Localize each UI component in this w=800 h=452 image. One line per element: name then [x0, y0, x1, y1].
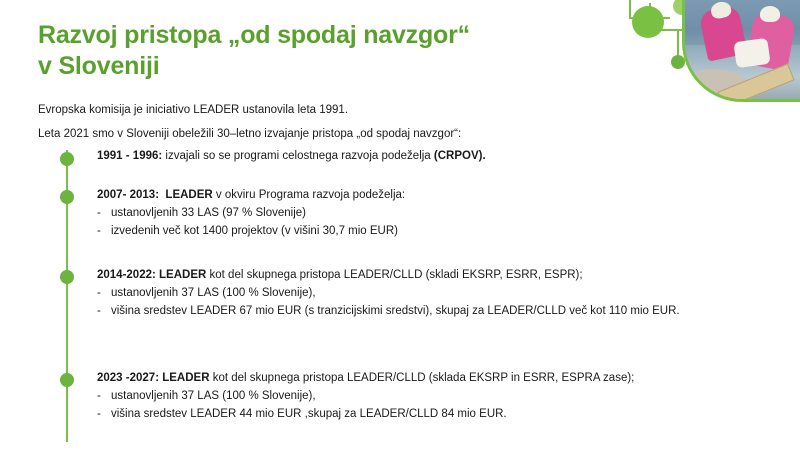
timeline-dot-1	[60, 152, 74, 166]
timeline-entry-4-item-2: višina sredstev LEADER 44 mio EUR ,skupaj za LEADER/CLLD 84 mio EUR.	[111, 408, 507, 421]
list-item	[97, 206, 657, 221]
timeline-entry-1-text: izvajali so se programi celostnega razvoja podeželja	[162, 150, 434, 162]
photo-rock	[687, 69, 747, 99]
photo-person-left-head	[710, 0, 733, 20]
timeline-entry-4-period: 2023 -2027:	[97, 372, 160, 384]
dash-marker: -	[97, 225, 101, 238]
timeline-entry-2-program: LEADER	[165, 189, 213, 201]
photo-washboard	[717, 63, 794, 102]
timeline-entry-4-heading	[97, 371, 697, 386]
timeline-dot-4	[60, 373, 74, 387]
photo-person-right-head	[760, 6, 780, 22]
list-item	[97, 304, 697, 319]
timeline-entry-2-item-2: izvedenih več kot 1400 projektov (v višini 30,7 mio EUR)	[111, 225, 398, 238]
photo-person-left	[698, 4, 748, 61]
photo-person-right	[746, 11, 797, 71]
timeline-entry-1-period: 1991 - 1996:	[97, 150, 163, 162]
timeline-entry-4-item-1: ustanovljenih 37 LAS (100 % Slovenije),	[111, 390, 316, 403]
timeline-entry-2-text: v okviru Programa razvoja podeželja:	[212, 189, 406, 201]
page-title-line-2: v Sloveniji	[38, 51, 160, 80]
timeline-entry-2-heading	[97, 188, 657, 203]
list-item	[97, 224, 657, 239]
dash-marker: -	[97, 287, 101, 300]
timeline-entry-4	[97, 371, 697, 423]
timeline-entry-3-program: LEADER	[159, 269, 207, 281]
photo-water	[685, 45, 800, 99]
timeline-entry-2-item-1: ustanovljenih 33 LAS (97 % Slovenije)	[111, 207, 306, 220]
timeline-entry-2	[97, 188, 657, 240]
timeline-entry-1-heading	[97, 149, 657, 164]
timeline-entry-4-program: LEADER	[162, 372, 210, 384]
dash-marker: -	[97, 390, 101, 403]
timeline-dot-2	[60, 190, 74, 204]
photo-cloth	[733, 38, 770, 68]
dash-marker: -	[97, 207, 101, 220]
timeline-entry-2-period: 2007- 2013:	[97, 189, 160, 201]
list-item	[97, 407, 697, 422]
intro-paragraph-1: Evropska komisija je iniciativo LEADER ustanovila leta 1991.	[38, 104, 349, 116]
green-dots-graphic	[530, 0, 800, 105]
page-title-line-1: Razvoj pristopa „od spodaj navzgor“	[38, 21, 470, 49]
timeline-entry-3	[97, 268, 697, 320]
dash-marker: -	[97, 305, 101, 318]
timeline-entry-3-heading	[97, 268, 697, 283]
intro-paragraph-2: Leta 2021 smo v Sloveniji obeležili 30–letno izvajanje pristopa „od spodaj navzgor“:	[38, 128, 462, 140]
timeline-entry-1	[97, 149, 657, 165]
page-title	[38, 20, 558, 81]
decorative-header-graphic	[530, 0, 800, 105]
dash-marker: -	[97, 408, 101, 421]
timeline-entry-3-text: kot del skupnega pristopa LEADER/CLLD (skladi EKSRP, ESRR, ESPR);	[206, 269, 583, 281]
list-item	[97, 286, 697, 301]
header-photo	[682, 0, 800, 102]
timeline-entry-3-item-2: višina sredstev LEADER 67 mio EUR (s tranzicijskimi sredstvi), skupaj za LEADER/CLLD več kot 110 mio EUR.	[111, 305, 680, 318]
timeline-entry-4-text: kot del skupnega pristopa LEADER/CLLD (sklada EKSRP in ESRR, ESPRA zase);	[209, 372, 635, 384]
timeline-dot-3	[60, 270, 74, 284]
timeline-entry-3-period: 2014-2022:	[97, 269, 156, 281]
timeline-entry-3-item-1: ustanovljenih 37 LAS (100 % Slovenije),	[111, 287, 316, 300]
timeline-entry-1-text-bold: (CRPOV).	[433, 150, 486, 162]
list-item	[97, 389, 697, 404]
